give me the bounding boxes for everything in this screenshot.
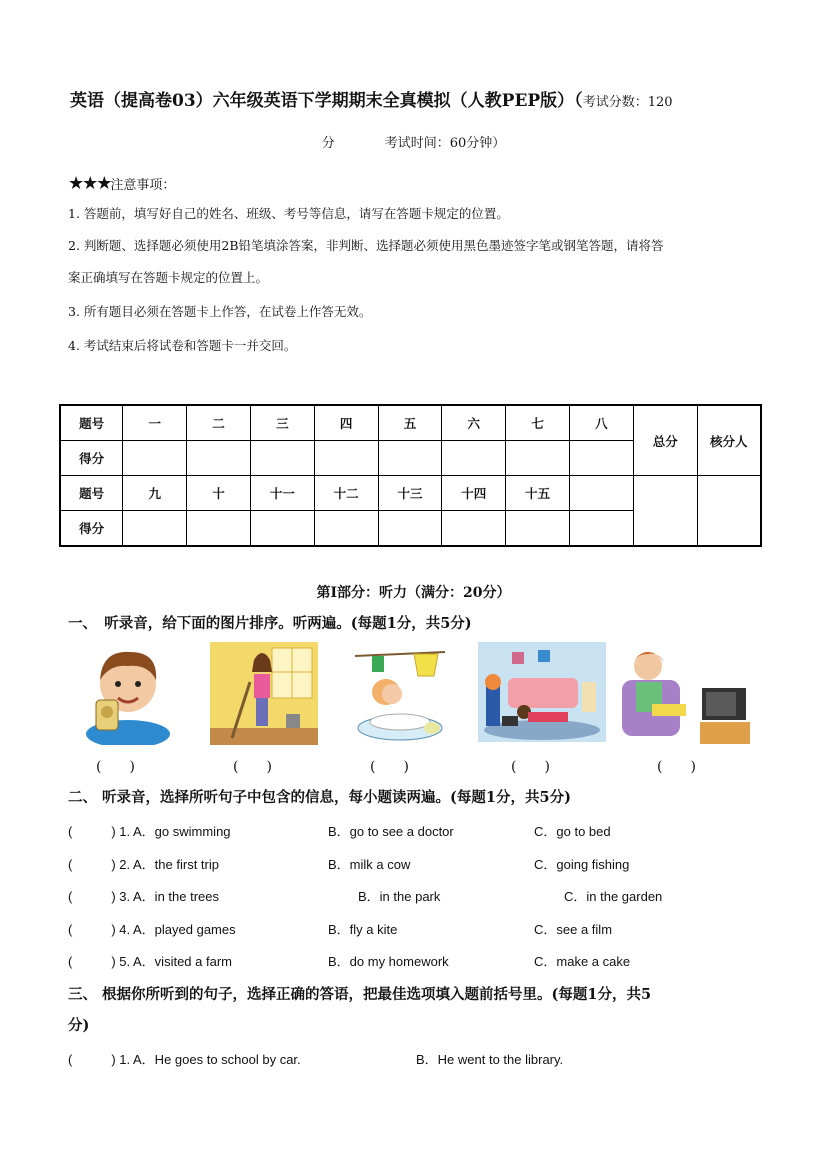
notice-item: 4. 考试结束后将试卷和答题卡一并交回。: [68, 338, 297, 353]
man-tv-picture: [618, 642, 758, 745]
score-cell[interactable]: [123, 441, 187, 476]
title-time: 考试时间：60分钟）: [384, 136, 506, 151]
table-cell: 八: [570, 405, 634, 441]
item-option-a: ( ) 2. A．the first trip: [68, 857, 219, 872]
title-main: 英语（提高卷03）六年级英语下学期期末全真模拟（人教PEP版）（: [70, 91, 583, 111]
item-option-b: B．milk a cow: [328, 857, 411, 872]
table-cell: 十一: [250, 476, 314, 511]
score-cell[interactable]: [250, 441, 314, 476]
title-score-unit: 分: [321, 136, 335, 151]
title-line2: [0, 132, 827, 151]
table-cell: 九: [123, 476, 187, 511]
item-option-c: C．going fishing: [534, 857, 630, 872]
score-cell[interactable]: [187, 511, 251, 547]
score-cell[interactable]: [378, 441, 442, 476]
score-cell[interactable]: [123, 511, 187, 547]
item-option-a: ( ) 1. A．He goes to school by car.: [68, 1052, 301, 1067]
table-cell: 十二: [314, 476, 378, 511]
score-cell[interactable]: [250, 511, 314, 547]
table-cell: 十三: [378, 476, 442, 511]
row-label-num: 题号: [60, 405, 123, 441]
woman-mopping-picture: [210, 642, 318, 745]
answer-blank[interactable]: ( ): [96, 759, 135, 775]
table-cell: 七: [506, 405, 570, 441]
score-cell[interactable]: [442, 441, 506, 476]
star-icon: ★★★: [68, 173, 111, 194]
score-cell[interactable]: [570, 441, 634, 476]
item-option-c: C．in the garden: [564, 889, 663, 904]
answer-blank[interactable]: ( ): [657, 759, 696, 775]
score-cell[interactable]: [314, 441, 378, 476]
row-label-num: 题号: [60, 476, 123, 511]
item-option-a: ( ) 4. A．played games: [68, 922, 236, 937]
table-cell: 十五: [506, 476, 570, 511]
score-cell[interactable]: [187, 441, 251, 476]
question-heading-3-cont: 分): [68, 1017, 90, 1034]
checker-label: 核分人: [697, 405, 761, 476]
score-cell[interactable]: [442, 511, 506, 547]
item-option-b: B．do my homework: [328, 954, 449, 969]
girl-laptop-picture: [478, 642, 606, 745]
table-cell: 五: [378, 405, 442, 441]
title-score: 考试分数：120: [582, 95, 673, 110]
table-cell: 十四: [442, 476, 506, 511]
table-cell: 六: [442, 405, 506, 441]
score-cell[interactable]: [506, 511, 570, 547]
item-option-c: C．go to bed: [534, 824, 611, 839]
notice-item: 1. 答题前，填写好自己的姓名、班级、考号等信息，请写在答题卡规定的位置。: [68, 206, 509, 221]
notice-item: 2. 判断题、选择题必须使用2B铅笔填涂答案，非判断、选择题必须使用黑色墨迹签字笔或钢笔答题，请将答: [68, 238, 664, 253]
total-label: 总分: [633, 405, 697, 476]
total-score-cell[interactable]: [633, 476, 697, 547]
item-option-a: ( ) 5. A．visited a farm: [68, 954, 232, 969]
score-cell[interactable]: [506, 441, 570, 476]
table-cell: 四: [314, 405, 378, 441]
notice-item: 案正确填写在答题卡规定的位置上。: [68, 270, 269, 285]
notice-heading: [68, 173, 175, 194]
answer-blank[interactable]: ( ): [370, 759, 409, 775]
table-cell: 二: [187, 405, 251, 441]
notice-heading-text: 注意事项：: [110, 178, 176, 193]
answer-blank[interactable]: ( ): [233, 759, 272, 775]
row-label-score: 得分: [60, 441, 123, 476]
item-option-c: C．see a film: [534, 922, 613, 937]
question-heading-3: 三、 根据你所听到的句子，选择正确的答语，把最佳选项填入题前括号里。(每题1分，共5: [68, 986, 652, 1003]
section-title: 第I部分：听力（满分：20分）: [316, 585, 511, 601]
score-cell[interactable]: [570, 511, 634, 547]
item-option-b: B．fly a kite: [328, 922, 398, 937]
notice-item: 3. 所有题目必须在答题卡上作答，在试卷上作答无效。: [68, 304, 372, 319]
item-option-b: B．go to see a doctor: [328, 824, 454, 839]
item-option-b: B．He went to the library.: [416, 1052, 564, 1067]
item-option-c: C．make a cake: [534, 954, 631, 969]
item-option-b: B．in the park: [358, 889, 441, 904]
item-option-a: ( ) 3. A．in the trees: [68, 889, 219, 904]
checker-cell[interactable]: [697, 476, 761, 547]
score-cell[interactable]: [314, 511, 378, 547]
page-title: [70, 88, 770, 116]
table-cell: 一: [123, 405, 187, 441]
item-option-a: ( ) 1. A．go swimming: [68, 824, 231, 839]
score-cell[interactable]: [378, 511, 442, 547]
girl-washing-picture: [350, 642, 450, 745]
answer-blank[interactable]: ( ): [511, 759, 550, 775]
boy-drink-picture: [78, 642, 178, 745]
question-heading-1: 一、 听录音，给下面的图片排序。听两遍。(每题1分，共5分): [68, 615, 472, 632]
question-heading-2: 二、 听录音，选择所听句子中包含的信息，每小题读两遍。(每题1分，共5分): [68, 789, 571, 806]
score-table: [59, 404, 762, 547]
table-cell: 三: [250, 405, 314, 441]
table-cell: 十: [187, 476, 251, 511]
table-cell: [570, 476, 634, 511]
row-label-score: 得分: [60, 511, 123, 547]
